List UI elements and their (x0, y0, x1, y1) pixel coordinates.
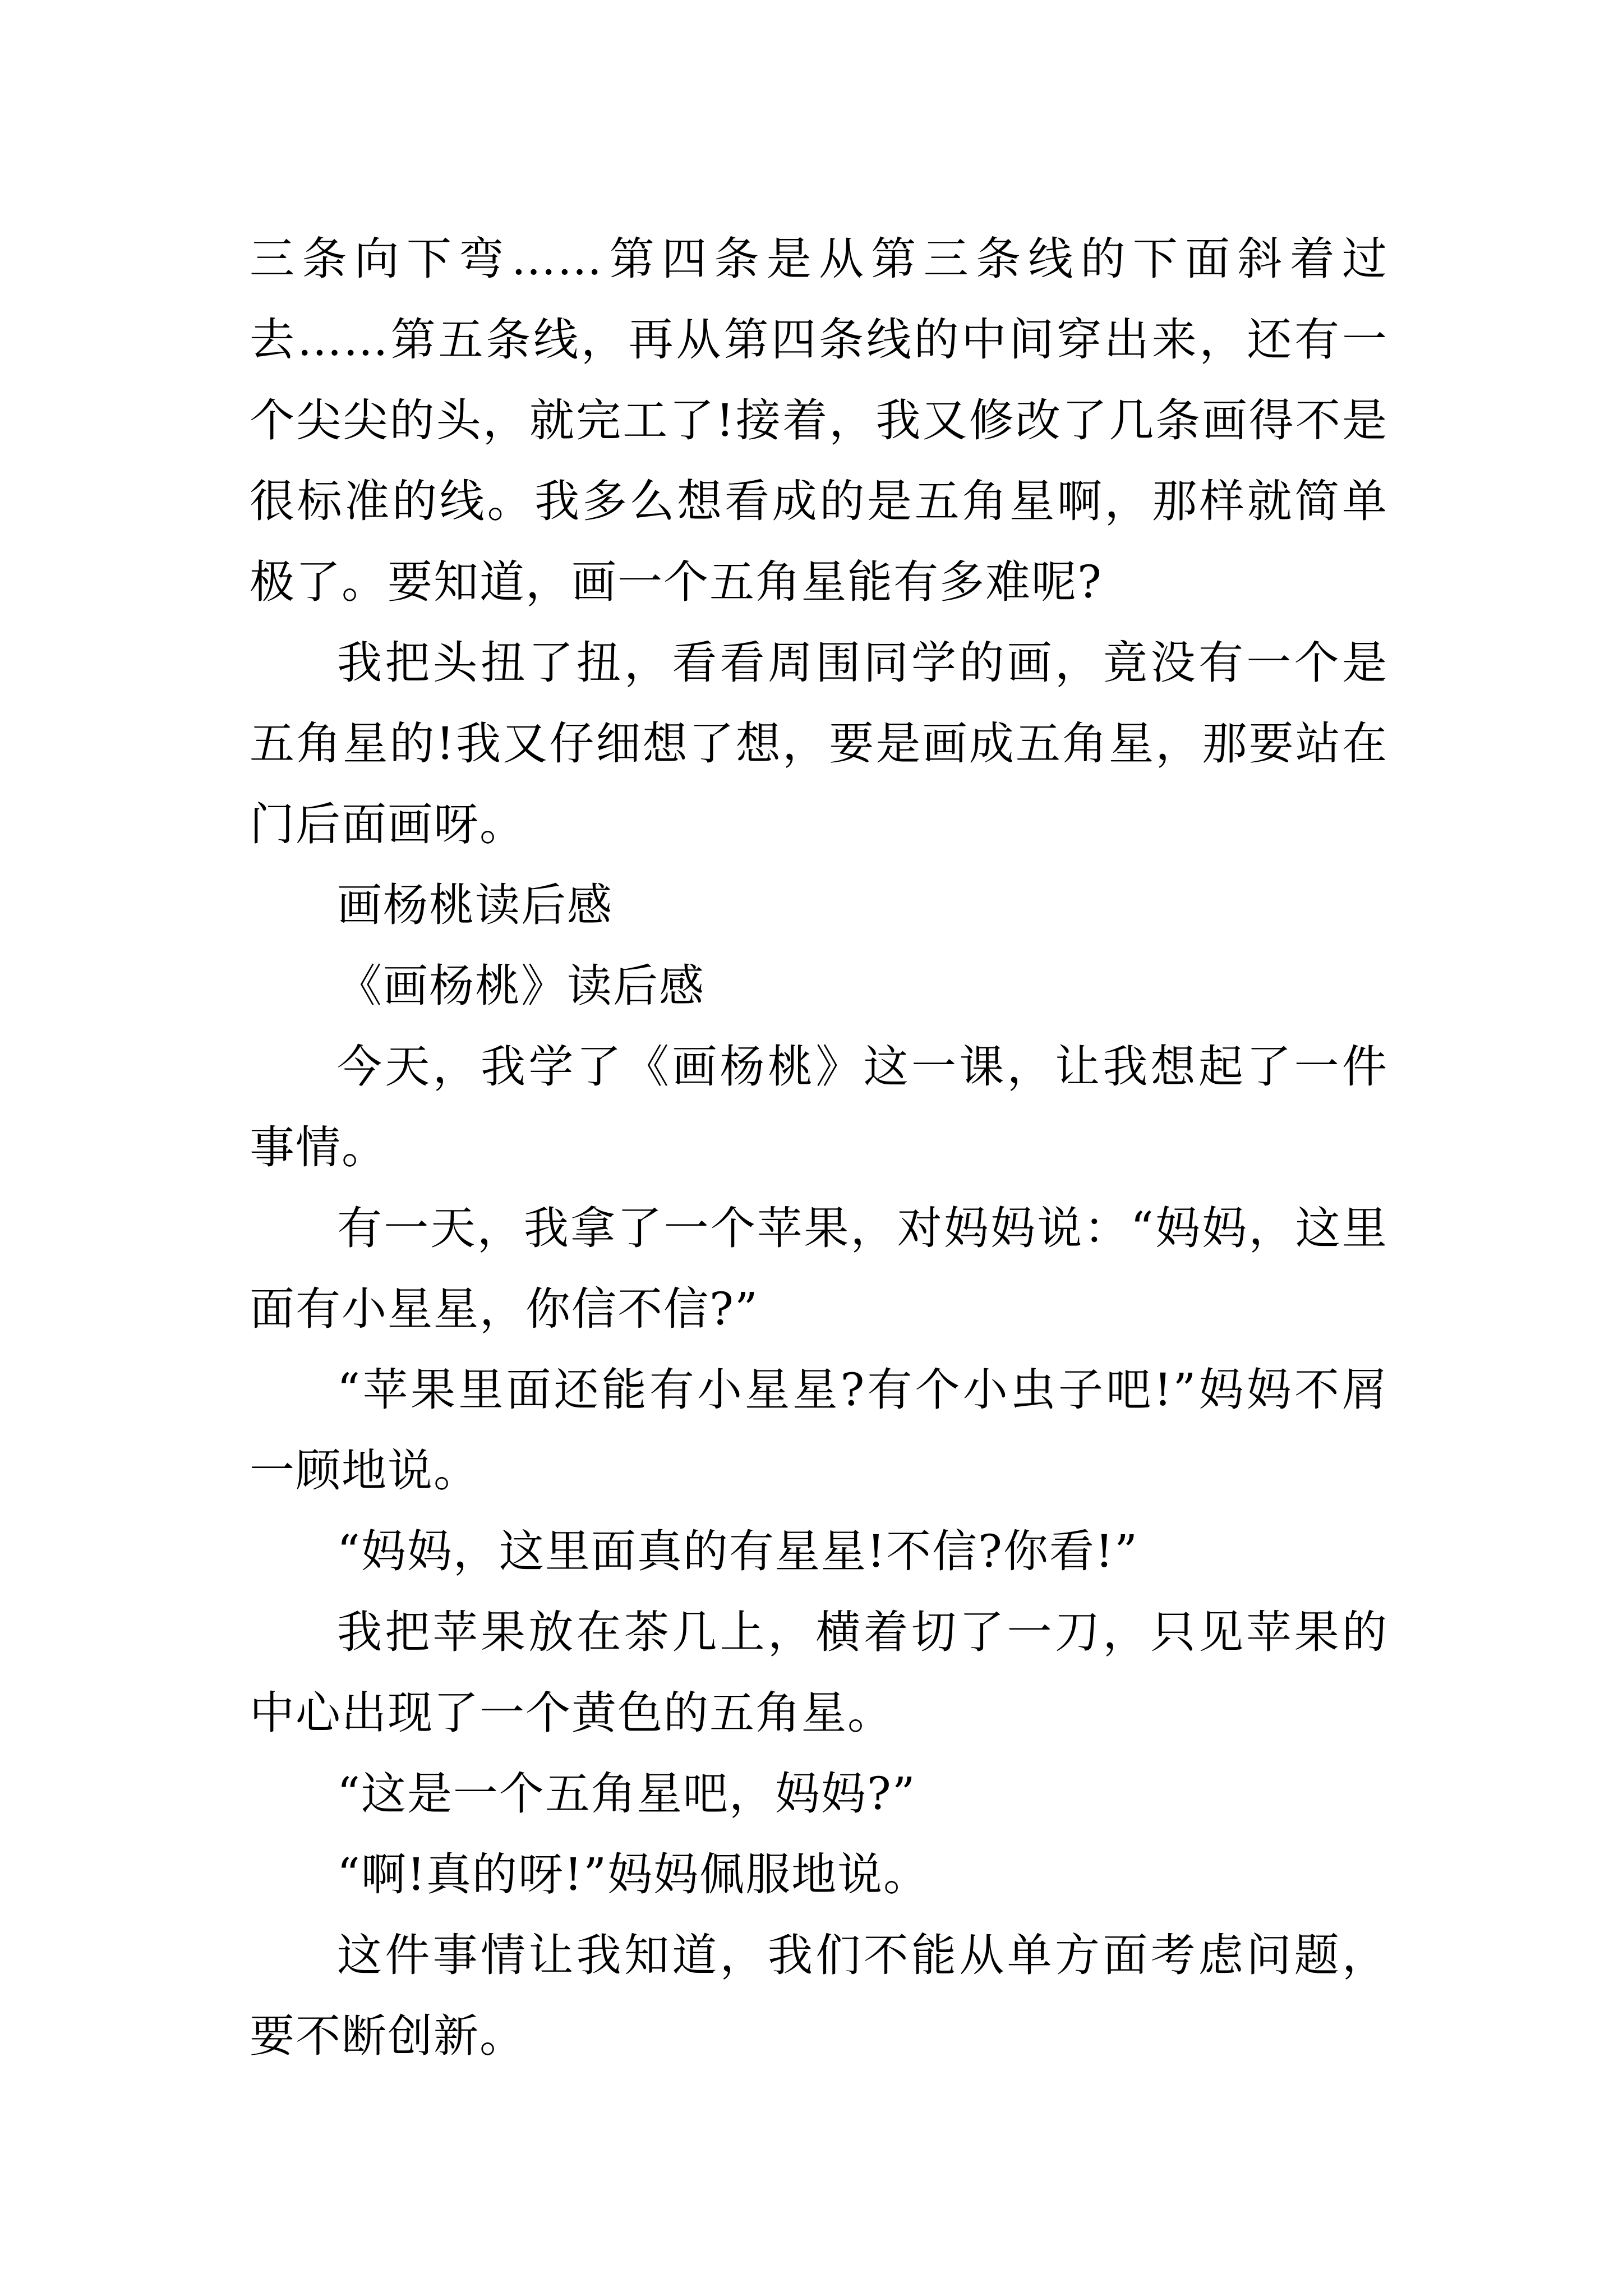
paragraph: 有一天，我拿了一个苹果，对妈妈说：“妈妈，这里面有小星星，你信不信?” (250, 1202, 1388, 1335)
paragraph: 今天，我学了《画杨桃》这一课，让我想起了一件事情。 (250, 1041, 1388, 1174)
paragraph-continued: 三条向下弯……第四条是从第三条线的下面斜着过去……第五条线，再从第四条线的中间穿出来，还有一个尖尖的头，就完工了!接着，我又修改了几条画得不是很标准的线。我多么想看成的是五角星啊，那样就简单极了。要知道，画一个五角星能有多难呢? (250, 233, 1388, 608)
essay-title: 画杨桃读后感 (337, 879, 613, 931)
paragraph: 我把头扭了扭，看看周围同学的画，竟没有一个是五角星的!我又仔细想了想，要是画成五角星，那要站在门后面画呀。 (250, 637, 1388, 850)
document-body (250, 219, 1388, 2077)
paragraph: 这件事情让我知道，我们不能从单方面考虑问题，要不断创新。 (250, 1929, 1388, 2062)
essay-subtitle: 《画杨桃》读后感 (337, 960, 705, 1012)
paragraph: “妈妈，这里面真的有星星!不信?你看!” (337, 1525, 1138, 1577)
paragraph: “这是一个五角星吧，妈妈?” (337, 1768, 916, 1820)
paragraph: 我把苹果放在茶几上，横着切了一刀，只见苹果的中心出现了一个黄色的五角星。 (250, 1606, 1388, 1739)
paragraph: “苹果里面还能有小星星?有个小虫子吧!”妈妈不屑一顾地说。 (250, 1364, 1388, 1497)
paragraph: “啊!真的呀!”妈妈佩服地说。 (337, 1848, 930, 1901)
